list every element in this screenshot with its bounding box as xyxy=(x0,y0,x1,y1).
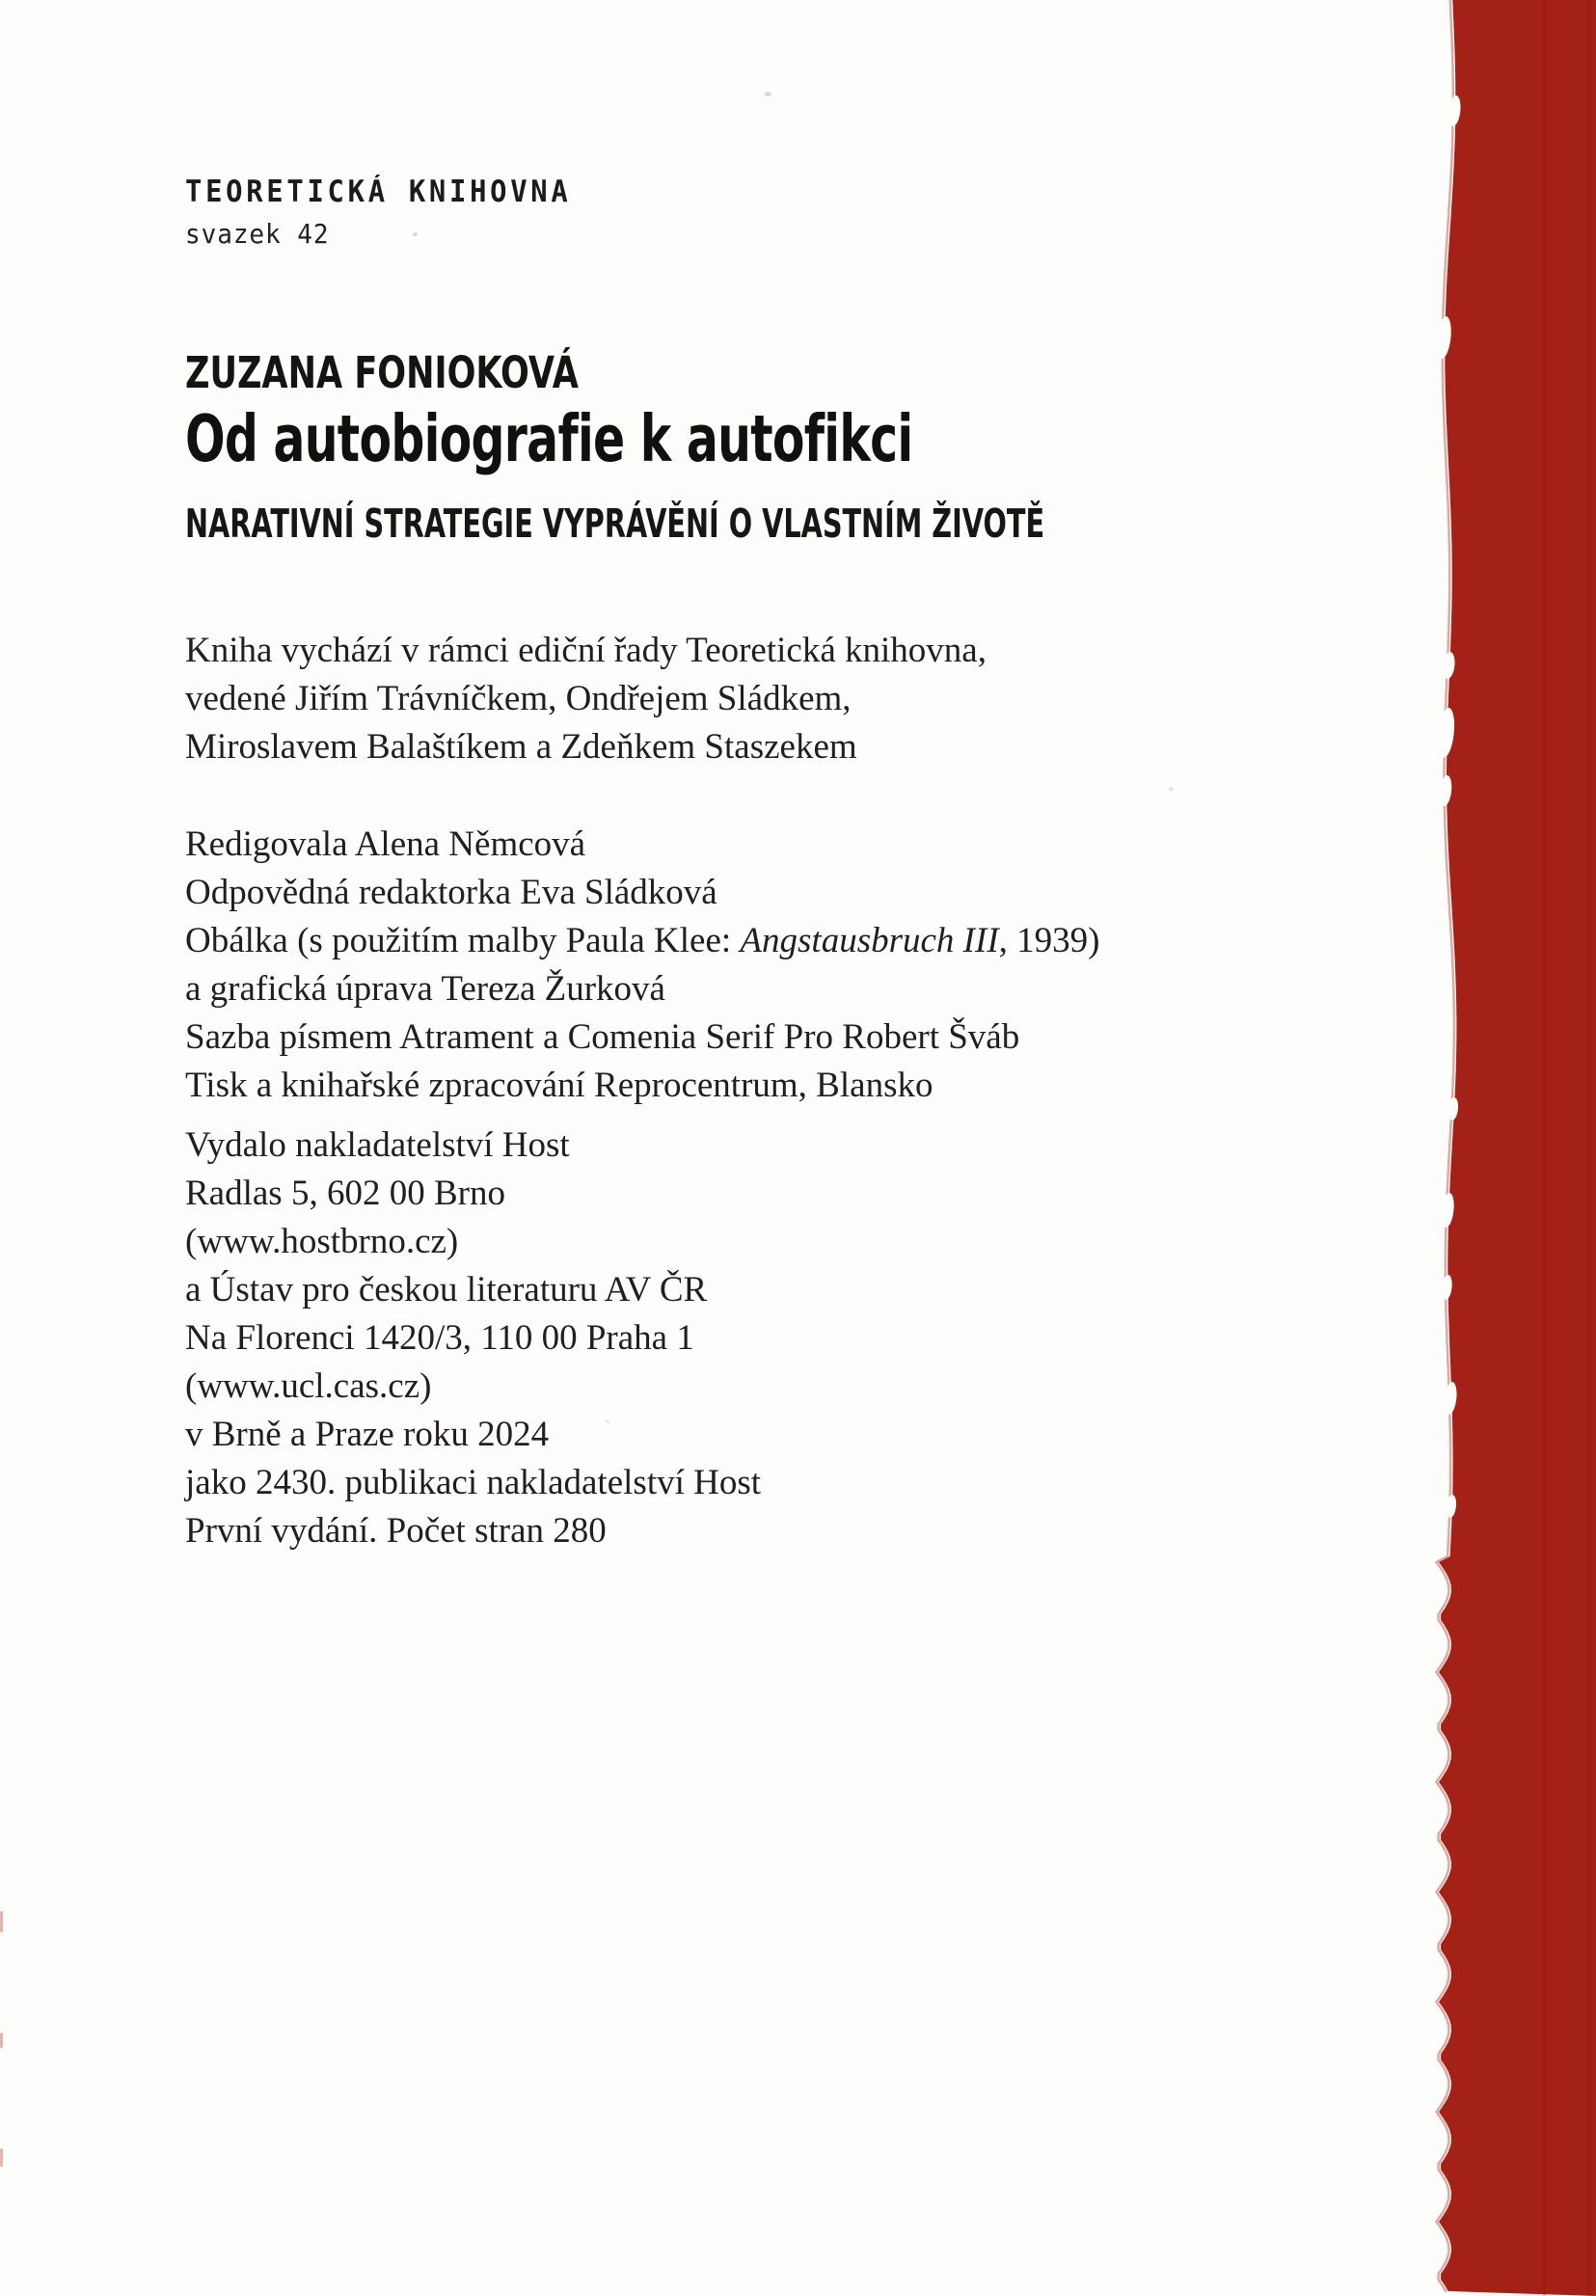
imprint-line: První vydání. Počet stran 280 xyxy=(185,1511,607,1551)
imprint-line: Na Florenci 1420/3, 110 00 Praha 1 xyxy=(185,1318,694,1358)
series-title-text: TEORETICKÁ KNIHOVNA xyxy=(185,175,572,209)
credit-line: Sazba písmem Atrament a Comenia Serif Pro Robert Šváb xyxy=(185,1017,1020,1057)
book-title-text: Od autobiografie k autofikci xyxy=(185,401,913,476)
credit-cover-suffix: , 1939) xyxy=(998,921,1100,960)
edition-note-line: Miroslavem Balaštíkem a Zdeňkem Staszekem xyxy=(185,727,857,767)
left-edge-ink-fleck xyxy=(0,2033,3,2048)
credit-line: Odpovědná redaktorka Eva Sládková xyxy=(185,873,717,912)
edition-note-paragraph xyxy=(185,627,987,771)
imprint-line: jako 2430. publikaci nakladatelství Host xyxy=(185,1463,762,1502)
credit-line: Redigovala Alena Němcová xyxy=(185,824,586,864)
edition-note-line: vedené Jiřím Trávníčkem, Ondřejem Sládkem, xyxy=(185,679,852,718)
imprint-paragraph xyxy=(185,1121,761,1555)
series-title xyxy=(185,175,601,209)
scan-speck xyxy=(606,1419,609,1423)
book-subtitle-text: NARATIVNÍ STRATEGIE VYPRÁVĚNÍ O VLASTNÍM ŽIVOTĚ xyxy=(185,500,1045,547)
book-title xyxy=(185,401,1181,476)
red-page-edge-stripe xyxy=(1427,0,1596,2296)
author-name-text: ZUZANA FONIOKOVÁ xyxy=(185,347,579,398)
credit-line: a grafická úprava Tereza Žurková xyxy=(185,969,665,1009)
imprint-line: Vydalo nakladatelství Host xyxy=(185,1125,570,1165)
edition-note-line: Kniha vychází v rámci ediční řady Teoretická knihovna, xyxy=(185,631,987,670)
left-edge-ink-fleck xyxy=(0,1911,3,1932)
credits-paragraph xyxy=(185,821,1099,1110)
left-edge-ink-fleck xyxy=(0,2148,3,2167)
scan-speck xyxy=(1169,787,1174,791)
imprint-line: a Ústav pro českou literaturu AV ČR xyxy=(185,1270,708,1310)
imprint-line: v Brně a Praze roku 2024 xyxy=(185,1415,550,1454)
red-stripe-shape xyxy=(1439,0,1596,2296)
credit-line: Tisk a knihařské zpracování Reprocentrum, Blansko xyxy=(185,1066,933,1105)
scan-speck xyxy=(765,92,771,96)
stripe-crease-line xyxy=(1543,0,1546,2296)
credit-cover-prefix: Obálka (s použitím malby Paula Klee: xyxy=(185,921,741,960)
series-volume-text: svazek 42 xyxy=(185,218,330,250)
series-volume xyxy=(185,218,340,250)
stripe-crease-line xyxy=(1587,0,1590,2296)
imprint-line: (www.ucl.cas.cz) xyxy=(185,1366,432,1406)
book-subtitle xyxy=(185,500,1413,547)
author-name xyxy=(185,347,690,398)
imprint-line: (www.hostbrno.cz) xyxy=(185,1222,459,1261)
scan-speck xyxy=(413,232,418,236)
credit-cover-artwork-title: Angstausbruch III xyxy=(740,921,999,960)
credit-line-cover xyxy=(185,917,1099,965)
imprint-line: Radlas 5, 602 00 Brno xyxy=(185,1174,505,1213)
